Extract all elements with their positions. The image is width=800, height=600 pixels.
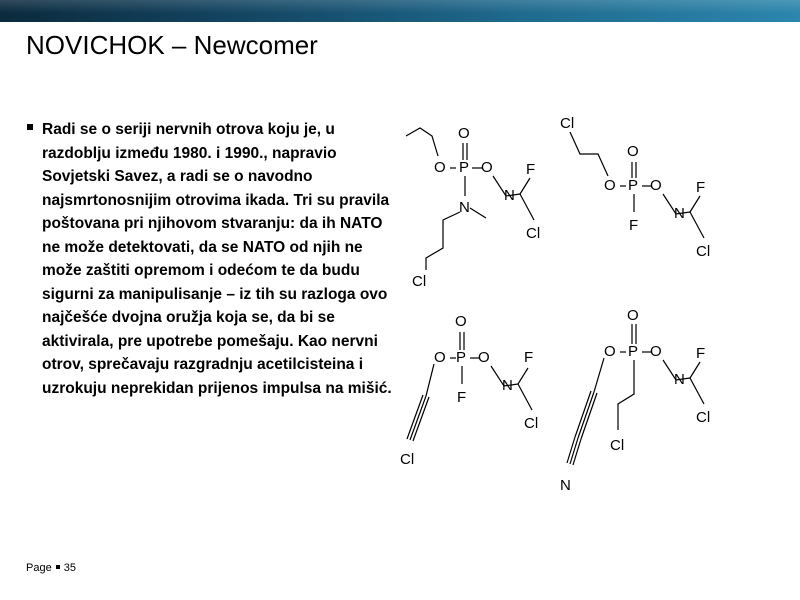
atom-label: O	[455, 313, 467, 330]
structure-2-atoms	[560, 115, 710, 260]
atom-label: P	[459, 159, 470, 176]
atom-label: P	[628, 177, 639, 194]
atom-label: O	[478, 349, 490, 366]
atom-label: N	[502, 377, 513, 394]
footer-separator	[56, 565, 60, 569]
atom-label: F	[696, 345, 706, 362]
atom-label: O	[434, 349, 446, 366]
atom-label: Cl	[610, 437, 625, 454]
atom-label: O	[650, 177, 662, 194]
atom-label: Cl	[696, 243, 711, 260]
atom-label: O	[458, 125, 470, 142]
atom-label: N	[459, 199, 470, 216]
atom-label: F	[524, 349, 534, 366]
atom-label: F	[629, 217, 639, 234]
atom-label: Cl	[400, 451, 415, 468]
header-band	[0, 0, 800, 22]
slide-body-text: Radi se o seriji nervnih otrova koju je, u razdoblju između 1980. i 1990., napravio Sovjetski Savez, a radi se o navodno najsmrtonosnijim otrovima ikada. Tri su pravila poštovana pri njihovom stvaranju: da ih NATO ne može detektovati, da se NATO od njih ne može zaštiti opremom i odećom te da budu sigurni za manipulisanje – iz tih su razloga ovo najčešće dvojna oružja koja se, da bi se aktivirala, pre upotrebe pomešaju. Kao nervni otrov, sprečavaju razgradnju acetilcisteina i uzrokuju neprekidan prijenos impulsa na mišić.	[42, 121, 392, 397]
page-number: 35	[63, 562, 76, 574]
atom-label: O	[604, 343, 616, 360]
atom-label: Cl	[696, 409, 711, 426]
atom-label: O	[627, 307, 639, 324]
structure-4-atoms	[560, 307, 710, 494]
bullet-marker	[27, 124, 33, 130]
atom-label: N	[504, 187, 515, 204]
atom-label: O	[481, 159, 493, 176]
page-footer	[26, 562, 76, 574]
atom-label: F	[457, 389, 467, 406]
atom-label: P	[456, 349, 467, 366]
atom-label: P	[628, 343, 639, 360]
header-band-sheen	[0, 0, 800, 22]
novichok-structures-figure	[398, 108, 793, 500]
atom-label: F	[526, 161, 536, 178]
atom-label: N	[674, 205, 685, 222]
structure-3-atoms	[400, 313, 538, 468]
atom-label: N	[674, 371, 685, 388]
atom-label: O	[650, 343, 662, 360]
atom-label: O	[627, 143, 639, 160]
atom-label: N	[560, 477, 571, 494]
atom-label: O	[434, 159, 446, 176]
structure-1-atoms	[412, 125, 540, 290]
structure-3-bonds	[407, 332, 532, 441]
slide-title: NOVICHOK – Newcomer	[26, 30, 318, 60]
atom-label: Cl	[524, 415, 539, 432]
atom-label: F	[696, 179, 706, 196]
atom-label: Cl	[412, 273, 427, 290]
footer-label: Page	[26, 562, 52, 574]
atom-label: Cl	[560, 115, 575, 132]
atom-label: O	[604, 177, 616, 194]
atom-label: Cl	[526, 225, 541, 242]
